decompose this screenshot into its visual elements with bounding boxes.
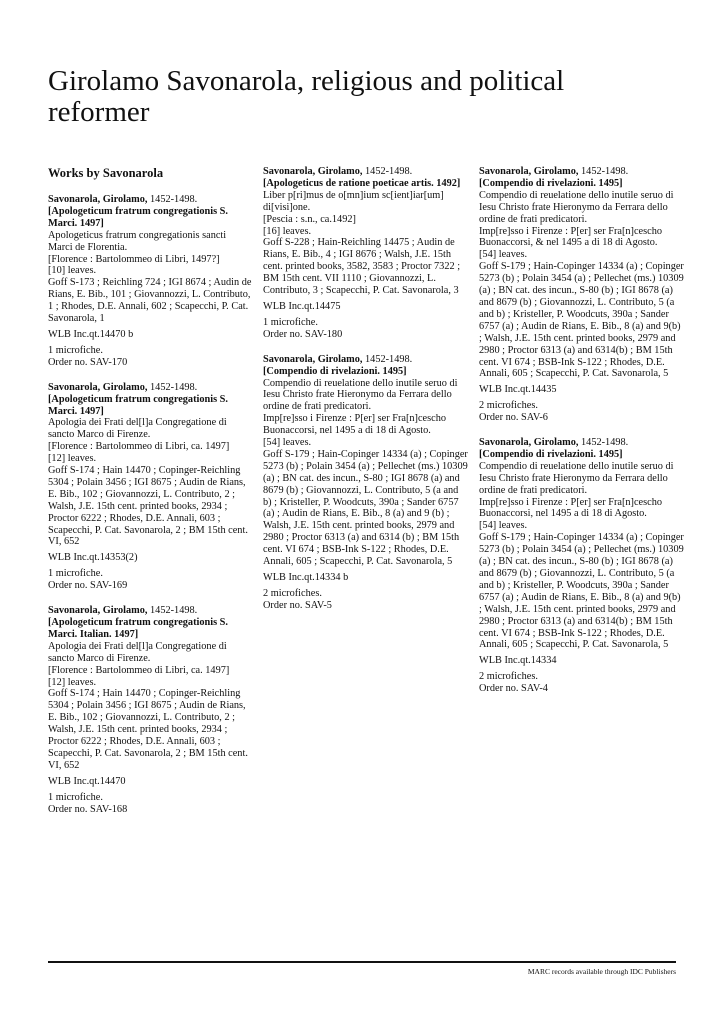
entry-title: Apologeticus fratrum congregationis sancti Marci de Florentia. [48, 229, 227, 253]
entry-title: Compendio di reuelatione dello inutile seruo di Iesu Christo frate Hieronymo da Ferrara dello ordine de frati predicatori. [479, 189, 674, 225]
entry-references: Goff S-174 ; Hain 14470 ; Copinger-Reichling 5304 ; Polain 3456 ; IGI 8675 ; Audin de Rians, E. Bib., 102 ; Giovannozzi, L. Contributo, 2 ; Walsh, J.E. 15th cent. printed books, 2934 ; Proctor 6222 ; Rhodes, D.E. Annali, 603 ; Scapecchi, P. Cat. Savonarola, 2 ; BM 15th cent. VI, 652 [48, 465, 248, 548]
entry-uniform-title: [Compendio di rivelazioni. 1495] [479, 177, 623, 189]
entry-dates: 1452-1498. [581, 437, 629, 449]
entry-extent: [54] leaves. [479, 249, 528, 261]
footer-note: MARC records available through IDC Publishers [527, 967, 676, 976]
entry-imprint: Imp[re]sso i Firenze : P[er] ser Fra[n]cescho Buonaccorsi, & nel 1495 a di 18 di Agosto. [479, 225, 662, 249]
entry-title: Compendio di reuelatione dello inutile seruo di Iesu Christo frate Hieronymo da Ferrara dello ordine de frati predicatori. [263, 377, 458, 413]
entry-heading [263, 166, 468, 178]
catalog-entry [479, 166, 684, 424]
entry-shelfmark: WLB Inc.qt.14470 b [48, 328, 134, 340]
entry-imprint: [Florence : Bartolommeo di Libri, ca. 1497] [48, 664, 230, 676]
entry-title: Compendio di reuelatione dello inutile seruo di Iesu Christo frate Hieronymo da Ferrara dello ordine de frati predicatori. [479, 460, 674, 496]
catalog-entry [479, 437, 684, 695]
entry-extent: [54] leaves. [479, 520, 528, 532]
page-title: Girolamo Savonarola, religious and political reformer [48, 65, 565, 128]
entry-heading [48, 382, 253, 394]
entry-author: Savonarola, Girolamo, [263, 166, 363, 177]
entry-references: Goff S-179 ; Hain-Copinger 14334 (a) ; Copinger 5273 (b) ; Polain 3454 (a) ; Pellechet (ms.) 10309 (a) ; BN cat. des incun., S-80 ; IGI 8678 (a) and 8679 (b) ; Giovannozzi, L. Contributo, 5 (a and b) ; Kristeller, P. Woodcuts, 390a ; Sander 6757 (a) ; Audin de Rians, E. Bib., 8 (a) and 9 (b) ; Walsh, J.E. 15th cent. printed books, 2979 and 2980 ; Proctor 6313 (a) and 6314 (b) ; BM 15th cent. VI 674 ; BSB-Ink S-122 ; Rhodes, D.E. Annali, 605 ; Scapecchi, P. Cat. Savonarola, 5 [263, 448, 468, 568]
entry-references: Goff S-179 ; Hain-Copinger 14334 (a) ; Copinger 5273 (b) ; Polain 3454 (a) ; Pellechet (ms.) 10309 (a) ; BN cat. des incun., S-80 (b) ; IGI 8678 (a) and 8679 (b) ; Giovannozzi, L. Contributo, 5 (a and b) ; Kristeller, P. Woodcuts, 390a ; Sander 6757 (a) ; Audin de Rians, E. Bib., 8 (a) and 9(b) ; Walsh, J.E. 15th cent. printed books, 2979 and 2980 ; Proctor 6313 (a) and 6314(b) ; BM 15th cent. VI 674 ; BSB-Ink S-122 ; Rhodes, D.E. Annali, 605 ; Scapecchi, P. Cat. Savonarola, 5 [479, 532, 684, 651]
entry-author: Savonarola, Girolamo, [48, 605, 148, 617]
entry-uniform-title: [Apologeticum fratrum congregationis S. Marci. 1497] [48, 205, 228, 229]
entry-extent: [12] leaves. [48, 453, 97, 465]
entry-shelfmark: WLB Inc.qt.14470 [48, 775, 126, 787]
entry-heading [479, 437, 684, 449]
entry-extent: [10] leaves. [48, 265, 97, 277]
entry-microfiche: 1 microfiche. [263, 316, 318, 328]
entry-order-number: Order no. SAV-170 [48, 356, 128, 368]
column-2 [263, 166, 468, 625]
entry-uniform-title: [Compendio di rivelazioni. 1495] [479, 448, 623, 460]
catalog-entry [263, 354, 468, 612]
entry-dates: 1452-1498. [365, 353, 413, 365]
entry-shelfmark: WLB Inc.qt.14334 b [263, 572, 349, 583]
column-3 [479, 166, 684, 708]
entry-uniform-title: [Compendio di rivelazioni. 1495] [263, 365, 407, 377]
entry-heading [479, 166, 684, 178]
entry-microfiche: 1 microfiche. [48, 791, 103, 803]
entry-dates: 1452-1498. [150, 605, 198, 617]
entry-order-number: Order no. SAV-4 [479, 683, 548, 695]
entry-dates: 1452-1498. [365, 166, 413, 177]
entry-references: Goff S-174 ; Hain 14470 ; Copinger-Reichling 5304 ; Polain 3456 ; IGI 8675 ; Audin de Rians, E. Bib., 102 ; Giovannozzi, L. Contributo, 2 ; Walsh, J.E. 15th cent. printed books, 2934 ; Proctor 6222 ; Rhodes, D.E. Annali, 603 ; Scapecchi, P. Cat. Savonarola, 2 ; BM 15th cent. VI, 652 [48, 688, 248, 771]
entry-microfiche: 2 microfiches. [263, 587, 322, 599]
entry-uniform-title: [Apologeticum fratrum congregationis S. Marci. Italian. 1497] [48, 617, 228, 640]
entry-title: Liber p[ri]mus de o[mn]ium sc[ient]iar[um] di[visi]one. [263, 189, 444, 213]
entry-microfiche: 2 microfiches. [479, 400, 538, 412]
entry-imprint: Imp[re]sso i Firenze : P[er] ser Fra[n]cescho Buonaccorsi, nel 1495 a di 18 di Agosto. [479, 496, 662, 520]
entry-author: Savonarola, Girolamo, [48, 381, 148, 393]
entry-dates: 1452-1498. [150, 381, 198, 393]
entry-shelfmark: WLB Inc.qt.14435 [479, 384, 557, 396]
entry-uniform-title: [Apologeticum fratrum congregationis S. Marci. 1497] [48, 393, 228, 417]
entry-shelfmark: WLB Inc.qt.14334 [479, 655, 557, 667]
entry-heading [48, 194, 253, 206]
entry-title: Apologia dei Frati del[l]a Congregatione di sancto Marco di Firenze. [48, 417, 227, 441]
entry-dates: 1452-1498. [581, 166, 629, 177]
entry-references: Goff S-179 ; Hain-Copinger 14334 (a) ; Copinger 5273 (b) ; Polain 3454 (a) ; Pellechet (ms.) 10309 (a) ; BN cat. des incun., S-80 (b) ; IGI 8678 (a) and 8679 (b) ; Giovannozzi, L. Contributo, 5 (a and b) ; Kristeller, P. Woodcuts, 390a ; Sander 6757 (a) ; Audin de Rians, E. Bib., 8 (a) and 9(b) ; Walsh, J.E. 15th cent. printed books, 2979 and 2980 ; Proctor 6313 (a) and 6314(b) ; BM 15th cent. VI 674 ; BSB-Ink S-122 ; Rhodes, D.E. Annali, 605 ; Scapecchi, P. Cat. Savonarola, 5 [479, 261, 684, 380]
entry-imprint: Imp[re]sso i Firenze : P[er] ser Fra[n]cescho Buonaccorsi, nel 1495 a di 18 di Agosto. [263, 413, 446, 437]
entry-heading [263, 354, 468, 366]
entry-imprint: [Pescia : s.n., ca.1492] [263, 213, 356, 225]
entry-order-number: Order no. SAV-169 [48, 580, 128, 592]
entry-references: Goff S-228 ; Hain-Reichling 14475 ; Audin de Rians, E. Bib., 4 ; IGI 8676 ; Walsh, J.E. 15th cent. printed books, 3582, 3583 ; Proctor 7322 ; BM 15th cent. VII 1110 ; Giovannozzi, L. Contributo, 3 ; Scapecchi, P. Cat. Savonarola, 3 [263, 237, 461, 297]
entry-shelfmark: WLB Inc.qt.14475 [263, 300, 341, 312]
entry-order-number: Order no. SAV-168 [48, 803, 128, 815]
entry-extent: [12] leaves. [48, 676, 97, 688]
entry-title: Apologia dei Frati del[l]a Congregatione di sancto Marco di Firenze. [48, 640, 227, 664]
entry-author: Savonarola, Girolamo, [479, 166, 579, 177]
footer-divider [48, 961, 676, 963]
entry-microfiche: 1 microfiche. [48, 568, 103, 580]
column-1 [48, 166, 253, 829]
entry-uniform-title: [Apologeticus de ratione poeticae artis. 1492] [263, 177, 461, 189]
entry-references: Goff S-173 ; Reichling 724 ; IGI 8674 ; Audin de Rians, E. Bib., 101 ; Giovannozzi, L. Contributo, 1 ; Rhodes, D.E. Annali, 602 ; Scapecchi, P. Cat. Savonarola, 1 [48, 277, 252, 325]
entry-order-number: Order no. SAV-6 [479, 412, 548, 424]
entry-microfiche: 1 microfiche. [48, 344, 103, 356]
catalog-entry [263, 166, 468, 341]
entry-microfiche: 2 microfiches. [479, 671, 538, 683]
entry-order-number: Order no. SAV-5 [263, 599, 332, 611]
entry-author: Savonarola, Girolamo, [263, 353, 363, 365]
section-heading: Works by Savonarola [48, 166, 164, 180]
entry-heading [48, 605, 253, 617]
entry-extent: [54] leaves. [263, 437, 312, 449]
entry-author: Savonarola, Girolamo, [48, 194, 148, 205]
entry-imprint: [Florence : Bartolommeo di Libri, 1497?] [48, 253, 220, 265]
entry-shelfmark: WLB Inc.qt.14353(2) [48, 552, 138, 564]
entry-author: Savonarola, Girolamo, [479, 437, 579, 449]
catalog-entry [48, 382, 253, 592]
catalog-entry [48, 605, 253, 815]
catalog-entry [48, 194, 253, 369]
entry-dates: 1452-1498. [150, 194, 198, 205]
entry-order-number: Order no. SAV-180 [263, 328, 343, 340]
entry-imprint: [Florence : Bartolommeo di Libri, ca. 1497] [48, 441, 230, 453]
entry-extent: [16] leaves. [263, 225, 312, 237]
